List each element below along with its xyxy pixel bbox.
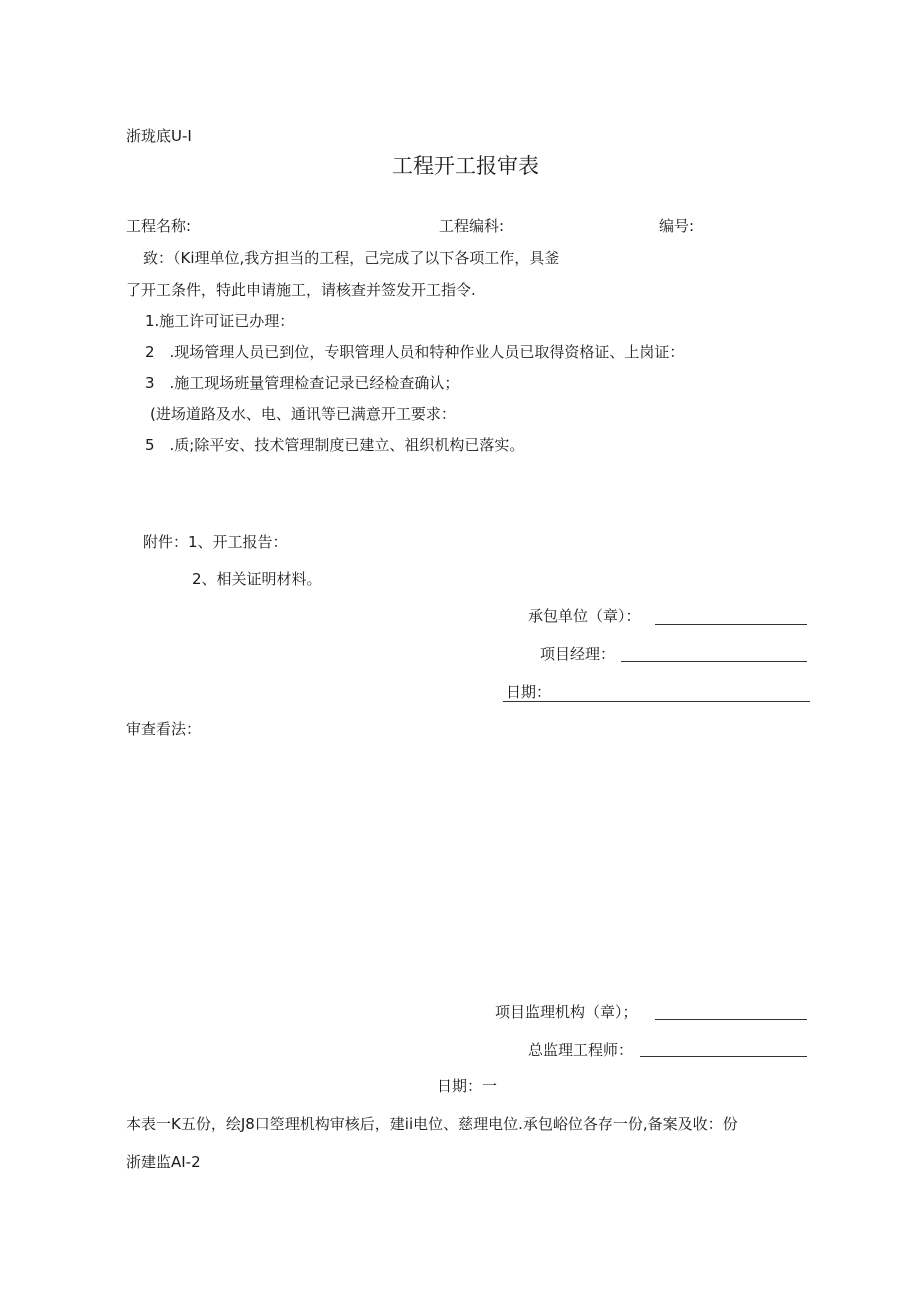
condition-item-1: 1.施工许可证已办理：	[145, 312, 295, 330]
contractor-unit-label: 承包单位（章）：	[528, 607, 641, 625]
intro-line-2: 了开工条件，特此申请施工，请核查并签发开工指令.	[126, 281, 476, 299]
project-code-label: 工程编科:	[439, 217, 505, 235]
project-manager-line	[621, 661, 807, 662]
supervision-org-line	[655, 1019, 807, 1020]
footer-note: 本表一K五份，绘J8口箜理机构审核后，建ii电位、慈理电位.承包峪位各存一份,备案及收：份	[126, 1115, 738, 1133]
footer-form-code: 浙建监AI-2	[126, 1153, 201, 1171]
supervision-org-label: 项目监理机构（章）；	[495, 1003, 638, 1021]
project-manager-label: 项目经理：	[540, 645, 616, 663]
condition-item-2: 2 .现场管理人员已到位，专职管理人员和特种作业人员已取得资格证、上岗证：	[145, 343, 685, 361]
review-opinion-label: 审查看法：	[126, 720, 202, 738]
intro-line-1: 致：（Ki理单位,我方担当的工程，己完成了以下各项工作，具釜	[143, 249, 560, 267]
condition-item-4: (进场道路及水、电、通讯等已满意开工要求：	[150, 405, 456, 423]
supervisor-date-label: 日期：一	[437, 1077, 498, 1095]
number-label: 编号:	[659, 217, 695, 235]
condition-item-5: 5 .质;除平安、技术管理制度已建立、祖织机构已落实。	[145, 436, 525, 454]
chief-engineer-line	[640, 1056, 807, 1057]
form-code: 浙珑底U-I	[126, 127, 192, 145]
condition-item-3: 3 .施工现场班量管理检查记录已经检查确认；	[145, 374, 460, 392]
attachments-label: 附件：1、开工报告：	[143, 533, 288, 551]
contractor-unit-line	[655, 624, 807, 625]
page-title: 工程开工报审表	[392, 154, 539, 178]
contractor-date-line	[503, 701, 810, 702]
contractor-date-label: 日期：	[506, 683, 552, 701]
attachment-item-2: 2、相关证明材料。	[192, 570, 322, 588]
chief-engineer-label: 总监理工程师：	[528, 1041, 634, 1059]
project-name-label: 工程名称:	[126, 217, 192, 235]
